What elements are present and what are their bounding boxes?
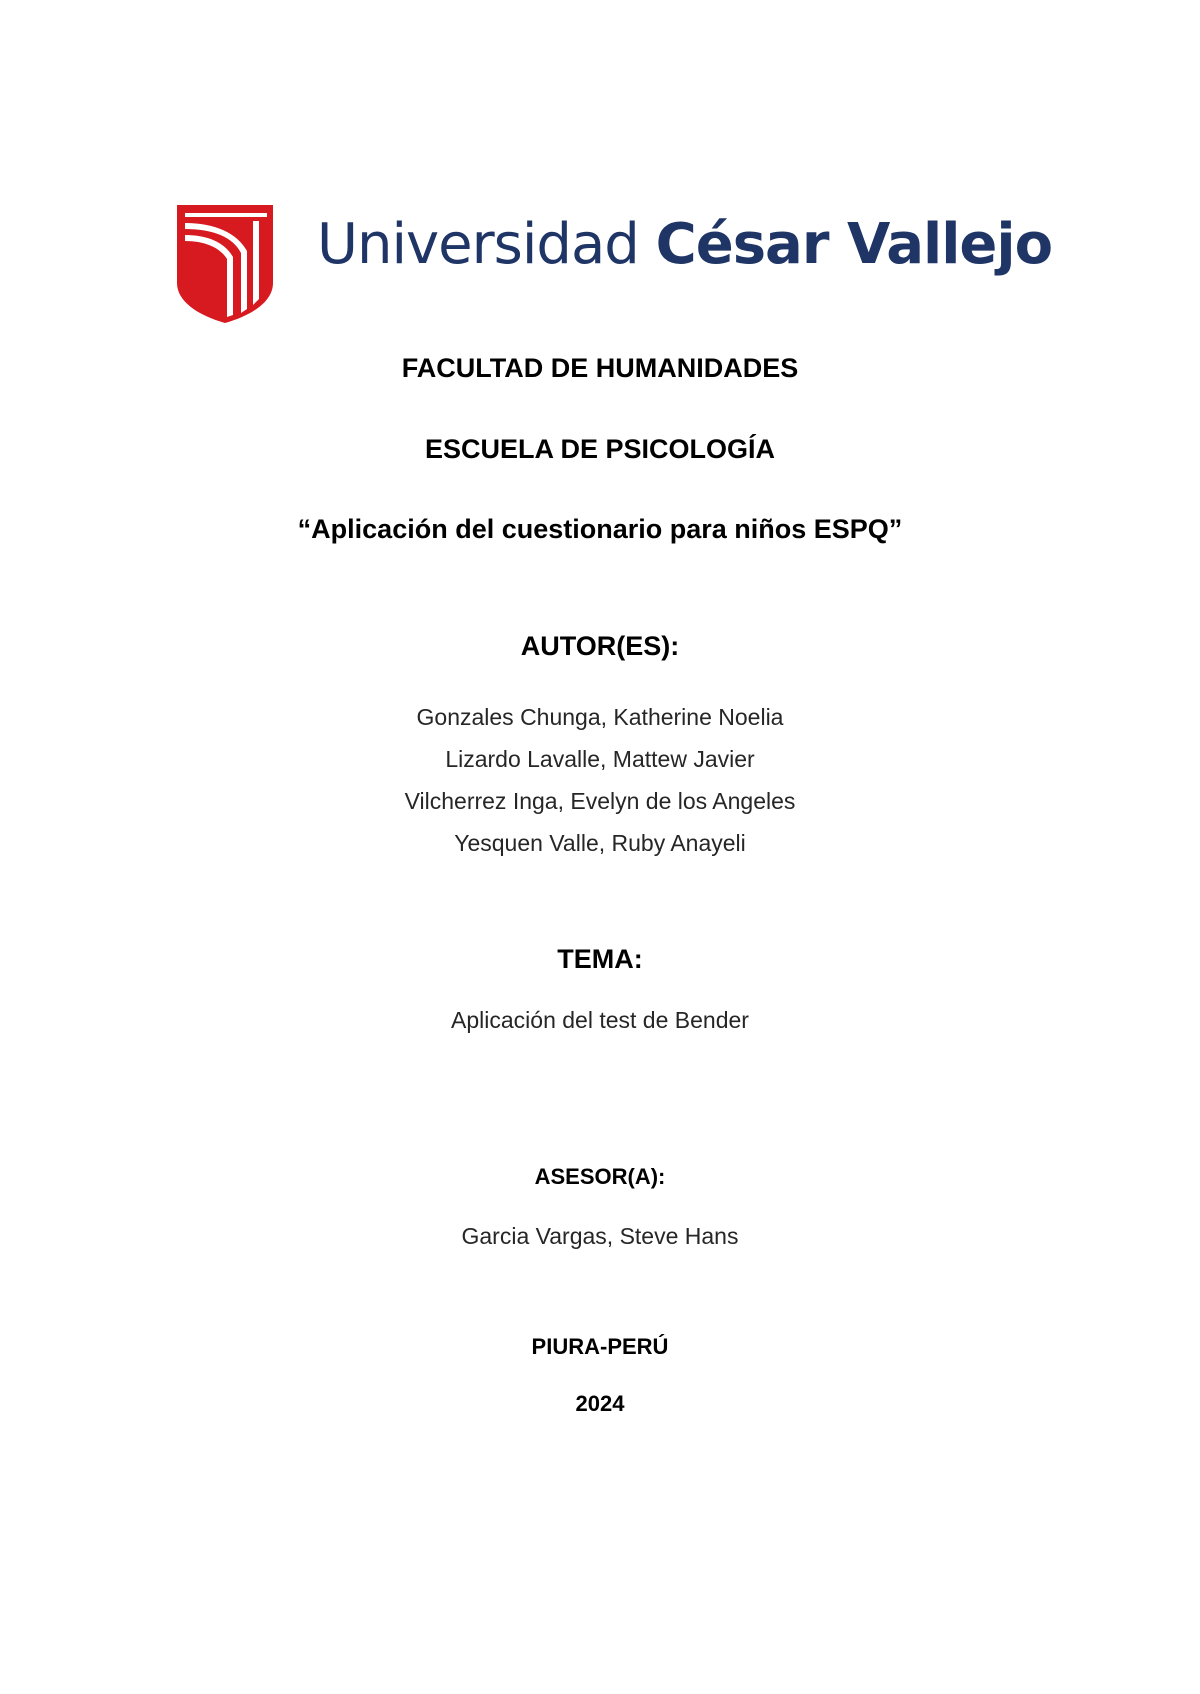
university-name-regular: Universidad: [317, 212, 639, 277]
location-text: PIURA-PERÚ: [531, 1334, 669, 1359]
university-logo: [175, 203, 1053, 323]
author-name: Gonzales Chunga, Katherine Noelia: [416, 704, 784, 730]
advisor-heading: ASESOR(A):: [534, 1164, 666, 1189]
topic-heading: TEMA:: [557, 944, 643, 974]
author-name: Lizardo Lavalle, Mattew Javier: [445, 746, 755, 772]
university-name-bold: César Vallejo: [655, 212, 1053, 277]
university-wordmark: [317, 213, 1052, 277]
topic-value: Aplicación del test de Bender: [451, 1007, 749, 1033]
advisor-name: Garcia Vargas, Steve Hans: [461, 1223, 739, 1249]
school-heading: ESCUELA DE PSICOLOGÍA: [424, 434, 776, 464]
author-name: Yesquen Valle, Ruby Anayeli: [454, 830, 746, 856]
author-name: Vilcherrez Inga, Evelyn de los Angeles: [404, 788, 796, 814]
year-text: 2024: [575, 1391, 625, 1416]
document-title: “Aplicación del cuestionario para niños ESPQ”: [297, 514, 903, 544]
university-shield-icon: [175, 203, 275, 323]
faculty-heading: FACULTAD DE HUMANIDADES: [401, 353, 799, 383]
authors-heading: AUTOR(ES):: [520, 631, 680, 661]
